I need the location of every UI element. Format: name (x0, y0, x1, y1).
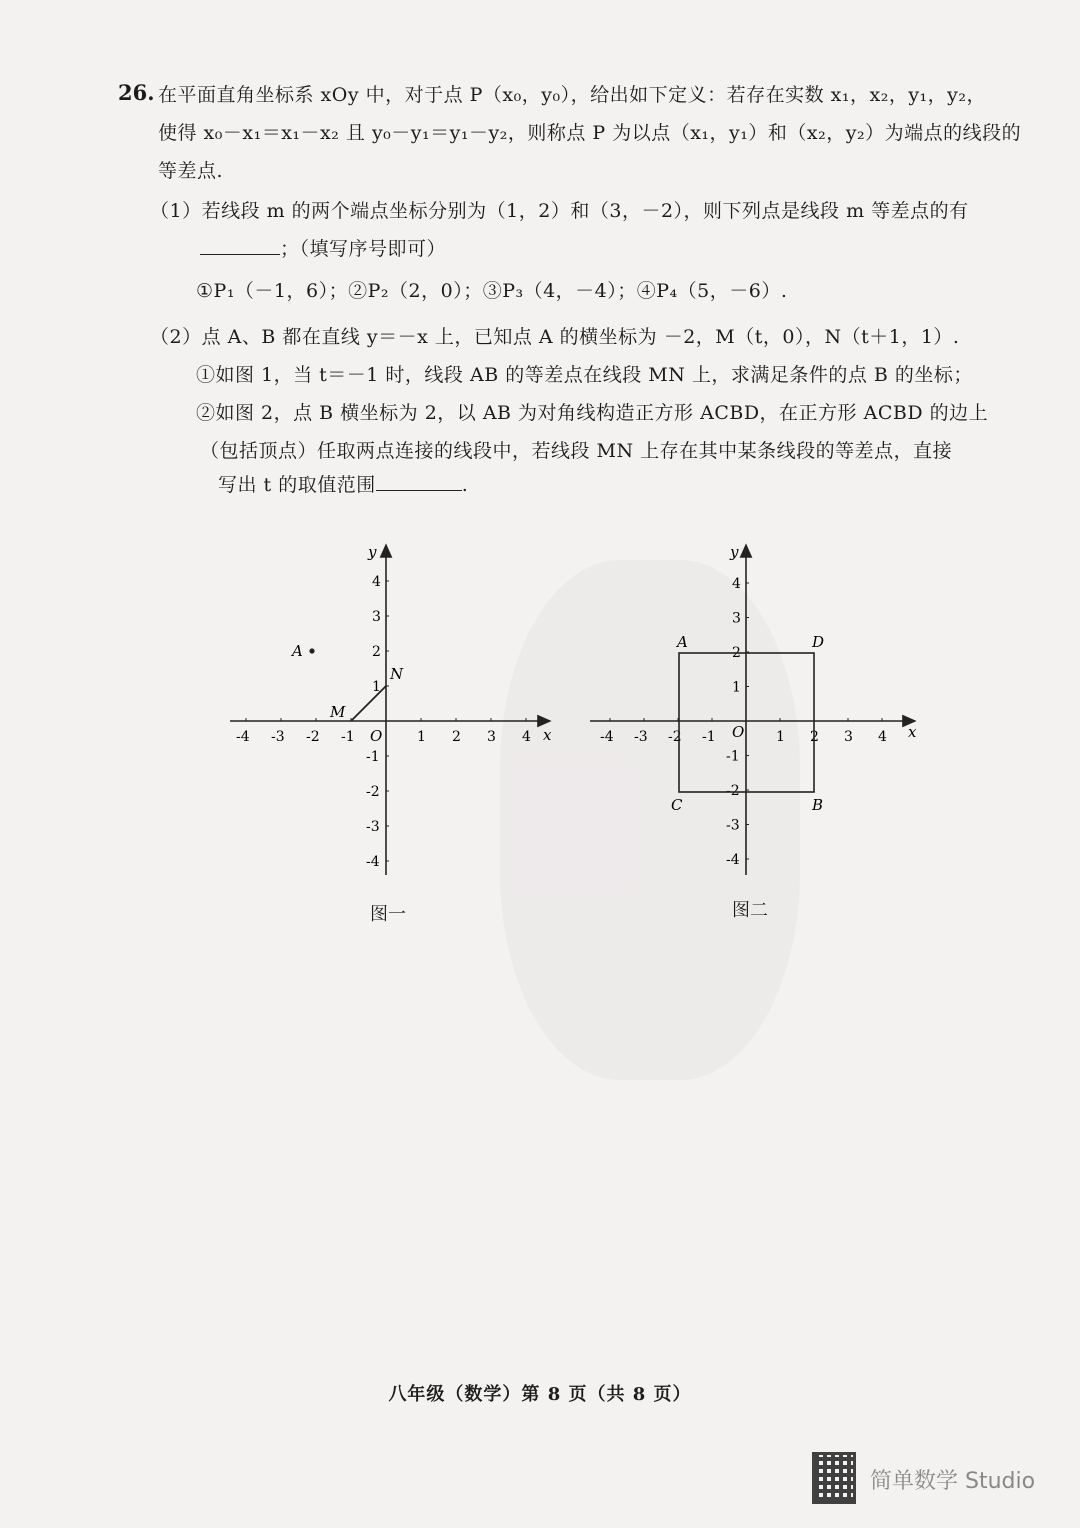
y-tick-label: -3 (366, 819, 380, 835)
intro-line-2: 使得 x₀－x₁＝x₁－x₂ 且 y₀－y₁＝y₁－y₂，则称点 P 为以点（x₁，y₁）和（x₂，y₂）为端点的线段的 (158, 122, 1022, 144)
y-tick-label: 1 (372, 679, 381, 695)
point-D-label: D (812, 633, 825, 651)
y-tick-label: -1 (726, 748, 740, 765)
part2-sub2-period: . (461, 474, 469, 496)
origin-label: O (370, 727, 383, 745)
x-tick-label: -2 (306, 729, 320, 745)
part2-sub2-line-1: ②如图 2，点 B 横坐标为 2，以 AB 为对角线构造正方形 ACBD，在正方形 ACBD 的边上 (196, 402, 989, 424)
question-number: 26. (118, 80, 155, 105)
x-axis-label: x (543, 726, 552, 744)
x-tick-label: -4 (600, 729, 614, 745)
point-M-label: M (330, 703, 346, 721)
x-tick-label: -3 (634, 729, 648, 745)
x-tick-label: -4 (236, 729, 250, 745)
x-tick-label: 1 (776, 729, 785, 745)
answer-blank-2[interactable] (376, 489, 462, 491)
y-tick-label: 3 (732, 610, 741, 627)
x-axis-label: x (908, 723, 917, 741)
y-tick-label: 1 (732, 679, 741, 696)
x-tick-label: -1 (702, 729, 716, 745)
x-tick-labels (236, 718, 531, 745)
part2-sub2-line-3-text: 写出 t 的取值范围 (218, 474, 376, 496)
x-tick-label: 2 (452, 729, 461, 745)
x-tick-label: 2 (810, 729, 819, 745)
origin-label: O (732, 723, 745, 741)
part2-sub2-line-2: （包括顶点）任取两点连接的线段中，若线段 MN 上存在其中某条线段的等差点，直接 (200, 440, 953, 462)
y-tick-label: -4 (726, 852, 740, 868)
y-tick-label: 4 (732, 576, 741, 592)
page-footer: 八年级（数学）第 8 页（共 8 页） (388, 1384, 692, 1405)
figure-1-caption: 图一 (370, 904, 406, 925)
figure-2 (580, 535, 930, 889)
part2-sub2-line-3 (218, 470, 468, 497)
x-tick-label: -3 (271, 729, 285, 745)
y-tick-label: -1 (366, 749, 380, 765)
x-tick-label: 4 (878, 729, 887, 745)
x-tick-label: 1 (417, 729, 426, 745)
figure-1-plot (220, 535, 570, 885)
y-tick-label: 4 (372, 574, 381, 590)
watermark (812, 1452, 1052, 1508)
watermark-text: 简单数学 Studio (870, 1469, 1036, 1494)
point-A-dot (309, 648, 314, 653)
y-tick-label: -4 (366, 854, 380, 870)
x-tick-label: 4 (522, 729, 531, 745)
figure-1 (220, 535, 570, 889)
qr-code-icon (812, 1452, 856, 1504)
y-axis-label: y (730, 543, 739, 561)
figure-2-caption: 图二 (732, 900, 768, 921)
x-tick-label: -2 (668, 729, 682, 745)
y-tick-label: 2 (372, 644, 381, 660)
part1-fill-hint: ；（填写序号即可） (280, 238, 447, 260)
y-tick-label: 2 (732, 645, 741, 661)
intro-line-1: 在平面直角坐标系 xOy 中，对于点 P（x₀，y₀），给出如下定义：若存在实数 x₁，x₂，y₁，y₂， (158, 84, 987, 106)
y-tick-label: -2 (366, 784, 380, 800)
y-axis-label: y (368, 543, 377, 561)
part1-options: ①P₁（－1，6）；②P₂（2，0）；③P₃（4，－4）；④P₄（5，－6）. (196, 280, 788, 302)
x-tick-label: 3 (844, 729, 853, 745)
intro-line-3: 等差点. (158, 160, 224, 182)
y-tick-label: 3 (372, 609, 381, 625)
part1-line-1: （1）若线段 m 的两个端点坐标分别为（1，2）和（3，－2），则下列点是线段 m 等差点的有 (150, 200, 969, 222)
x-tick-label: -1 (341, 729, 355, 745)
point-A-label: A (292, 642, 303, 660)
part2-sub1: ①如图 1，当 t＝－1 时，线段 AB 的等差点在线段 MN 上，求满足条件的点 B 的坐标； (196, 364, 973, 386)
y-tick-label: -2 (726, 783, 740, 799)
point-A-label: A (677, 633, 688, 651)
point-B-label: B (812, 796, 824, 814)
point-N-label: N (390, 665, 404, 683)
part1-line-2 (200, 234, 446, 261)
answer-blank-1[interactable] (200, 253, 280, 255)
segment-MN (351, 686, 386, 721)
figure-2-plot (580, 535, 930, 885)
point-C-label: C (671, 796, 683, 814)
x-tick-label: 3 (487, 729, 496, 745)
y-tick-label: -3 (726, 817, 740, 834)
part2-line-1: （2）点 A、B 都在直线 y＝－x 上，已知点 A 的横坐标为 －2，M（t，0），N（t＋1，1）. (150, 326, 960, 348)
